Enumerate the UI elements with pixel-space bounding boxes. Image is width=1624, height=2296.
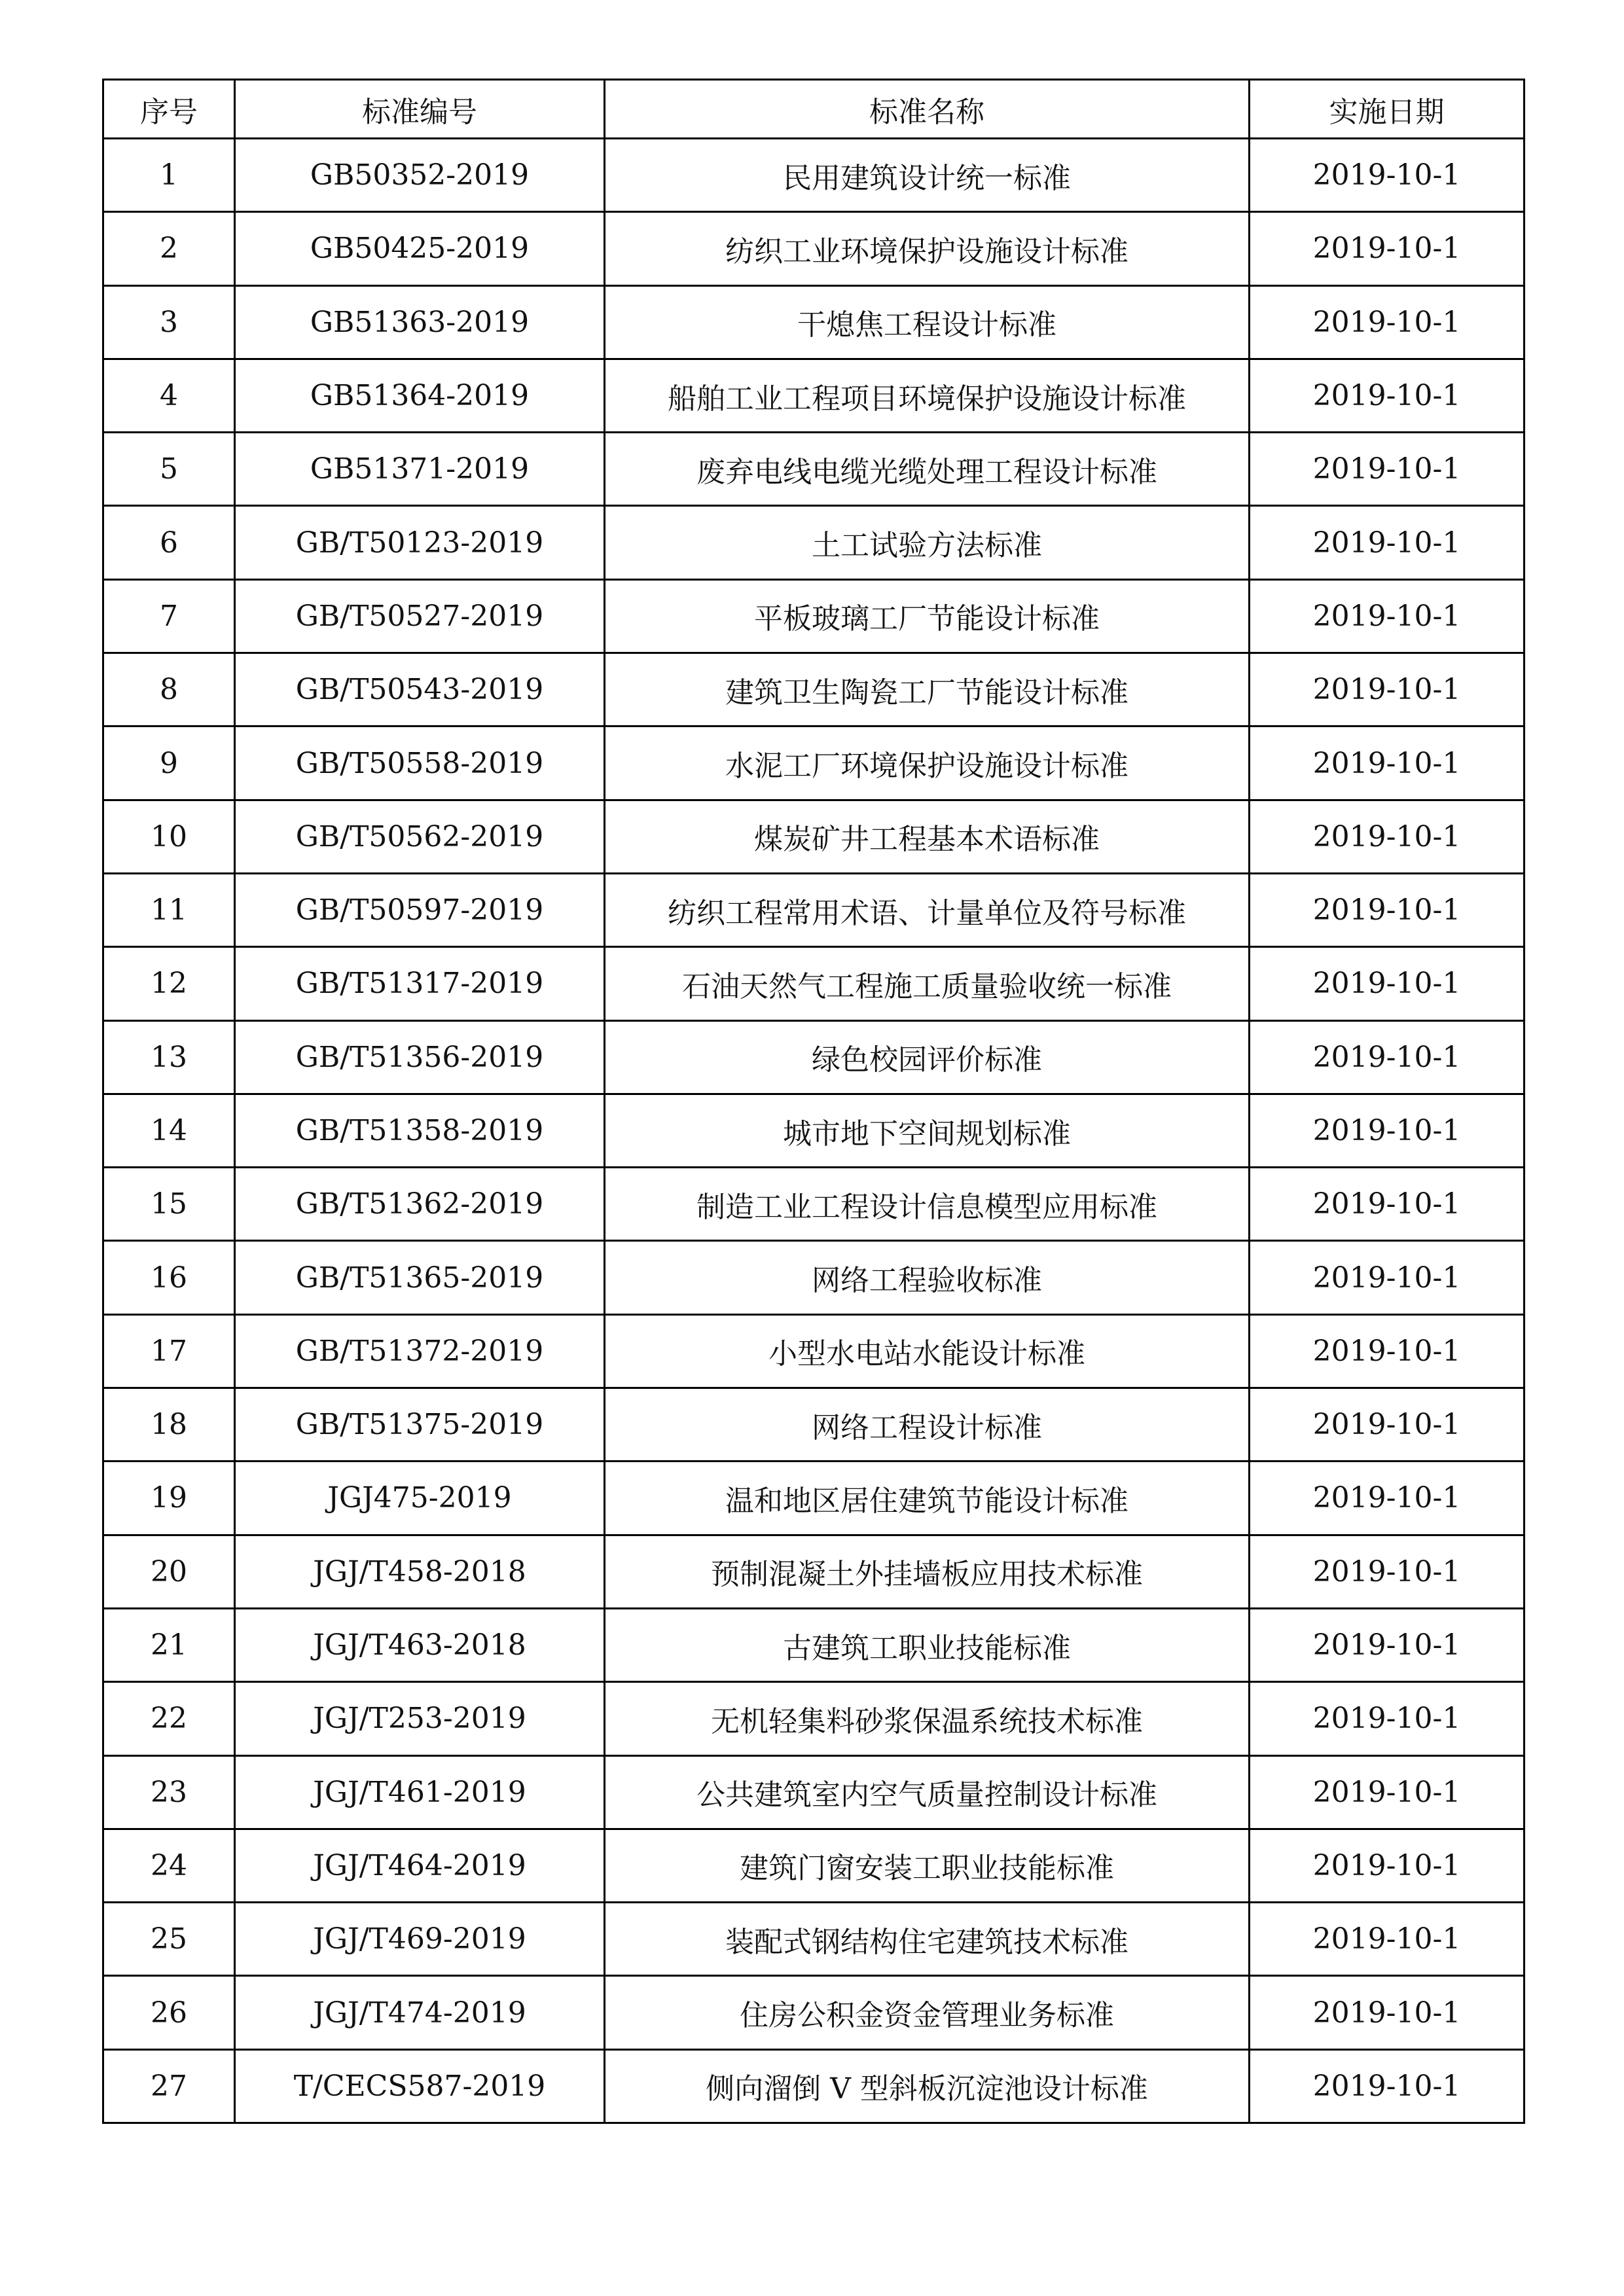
table-row: [103, 1608, 1525, 1681]
cell-seq: 26: [103, 1976, 235, 2049]
table-row: [103, 653, 1525, 726]
cell-standard-name: 网络工程设计标准: [605, 1388, 1250, 1462]
cell-seq: 9: [103, 726, 235, 800]
cell-standard-code: JGJ/T461-2019: [235, 1755, 605, 1829]
cell-standard-code: GB/T51372-2019: [235, 1314, 605, 1388]
cell-standard-name: 干熄焦工程设计标准: [605, 285, 1250, 359]
cell-effective-date: 2019-10-1: [1250, 1388, 1525, 1462]
cell-effective-date: 2019-10-1: [1250, 1241, 1525, 1314]
cell-standard-code: GB/T50597-2019: [235, 873, 605, 946]
cell-effective-date: 2019-10-1: [1250, 212, 1525, 285]
cell-seq: 2: [103, 212, 235, 285]
table-row: [103, 1241, 1525, 1314]
cell-effective-date: 2019-10-1: [1250, 139, 1525, 212]
table-row: [103, 1535, 1525, 1608]
cell-standard-code: JGJ/T463-2018: [235, 1608, 605, 1681]
cell-standard-code: T/CECS587-2019: [235, 2049, 605, 2123]
cell-effective-date: 2019-10-1: [1250, 1168, 1525, 1241]
cell-standard-code: GB/T51365-2019: [235, 1241, 605, 1314]
cell-seq: 13: [103, 1020, 235, 1094]
cell-standard-code: GB51363-2019: [235, 285, 605, 359]
cell-seq: 4: [103, 359, 235, 432]
header-row: [103, 80, 1525, 139]
cell-effective-date: 2019-10-1: [1250, 1682, 1525, 1755]
table-row: [103, 800, 1525, 873]
cell-standard-name: 侧向溜倒 V 型斜板沉淀池设计标准: [605, 2049, 1250, 2123]
cell-standard-code: GB/T51362-2019: [235, 1168, 605, 1241]
cell-seq: 3: [103, 285, 235, 359]
table-row: [103, 359, 1525, 432]
cell-standard-name: 船舶工业工程项目环境保护设施设计标准: [605, 359, 1250, 432]
table-row: [103, 1903, 1525, 1976]
cell-effective-date: 2019-10-1: [1250, 800, 1525, 873]
table-row: [103, 579, 1525, 653]
table-row: [103, 1976, 1525, 2049]
cell-effective-date: 2019-10-1: [1250, 873, 1525, 946]
header-standard-name: 标准名称: [605, 80, 1250, 139]
cell-seq: 19: [103, 1462, 235, 1535]
cell-seq: 12: [103, 947, 235, 1020]
table-header: [103, 80, 1525, 139]
cell-standard-name: 土工试验方法标准: [605, 506, 1250, 579]
cell-seq: 25: [103, 1903, 235, 1976]
cell-seq: 17: [103, 1314, 235, 1388]
table-row: [103, 726, 1525, 800]
cell-standard-name: 建筑门窗安装工职业技能标准: [605, 1829, 1250, 1902]
cell-standard-code: GB/T51317-2019: [235, 947, 605, 1020]
cell-seq: 1: [103, 139, 235, 212]
cell-standard-name: 纺织工程常用术语、计量单位及符号标准: [605, 873, 1250, 946]
cell-seq: 24: [103, 1829, 235, 1902]
cell-effective-date: 2019-10-1: [1250, 1462, 1525, 1535]
cell-seq: 15: [103, 1168, 235, 1241]
cell-standard-code: GB/T50123-2019: [235, 506, 605, 579]
cell-effective-date: 2019-10-1: [1250, 433, 1525, 506]
cell-seq: 23: [103, 1755, 235, 1829]
cell-standard-name: 平板玻璃工厂节能设计标准: [605, 579, 1250, 653]
table-row: [103, 506, 1525, 579]
cell-standard-code: JGJ/T253-2019: [235, 1682, 605, 1755]
table-row: [103, 1168, 1525, 1241]
standards-table: [102, 79, 1525, 2124]
cell-effective-date: 2019-10-1: [1250, 726, 1525, 800]
table-row: [103, 1020, 1525, 1094]
cell-standard-code: GB/T51356-2019: [235, 1020, 605, 1094]
cell-standard-name: 装配式钢结构住宅建筑技术标准: [605, 1903, 1250, 1976]
cell-seq: 10: [103, 800, 235, 873]
cell-standard-name: 纺织工业环境保护设施设计标准: [605, 212, 1250, 285]
cell-effective-date: 2019-10-1: [1250, 653, 1525, 726]
cell-standard-code: GB/T51358-2019: [235, 1094, 605, 1167]
cell-standard-name: 制造工业工程设计信息模型应用标准: [605, 1168, 1250, 1241]
cell-standard-name: 绿色校园评价标准: [605, 1020, 1250, 1094]
table-row: [103, 139, 1525, 212]
cell-seq: 21: [103, 1608, 235, 1681]
cell-seq: 11: [103, 873, 235, 946]
cell-standard-code: JGJ/T464-2019: [235, 1829, 605, 1902]
cell-standard-name: 废弃电线电缆光缆处理工程设计标准: [605, 433, 1250, 506]
table-row: [103, 2049, 1525, 2123]
header-effective-date: 实施日期: [1250, 80, 1525, 139]
cell-standard-code: JGJ475-2019: [235, 1462, 605, 1535]
cell-standard-name: 小型水电站水能设计标准: [605, 1314, 1250, 1388]
cell-seq: 27: [103, 2049, 235, 2123]
cell-seq: 7: [103, 579, 235, 653]
cell-standard-code: JGJ/T469-2019: [235, 1903, 605, 1976]
cell-standard-code: GB51364-2019: [235, 359, 605, 432]
cell-seq: 8: [103, 653, 235, 726]
cell-seq: 16: [103, 1241, 235, 1314]
cell-standard-code: GB/T50543-2019: [235, 653, 605, 726]
cell-effective-date: 2019-10-1: [1250, 359, 1525, 432]
cell-standard-name: 温和地区居住建筑节能设计标准: [605, 1462, 1250, 1535]
cell-standard-code: GB/T50562-2019: [235, 800, 605, 873]
table-body: [103, 139, 1525, 2123]
cell-standard-code: GB50425-2019: [235, 212, 605, 285]
cell-seq: 14: [103, 1094, 235, 1167]
cell-effective-date: 2019-10-1: [1250, 1903, 1525, 1976]
table-row: [103, 1829, 1525, 1902]
cell-standard-name: 预制混凝土外挂墙板应用技术标准: [605, 1535, 1250, 1608]
table-row: [103, 433, 1525, 506]
cell-seq: 5: [103, 433, 235, 506]
cell-effective-date: 2019-10-1: [1250, 1094, 1525, 1167]
cell-standard-name: 城市地下空间规划标准: [605, 1094, 1250, 1167]
table-row: [103, 212, 1525, 285]
cell-effective-date: 2019-10-1: [1250, 506, 1525, 579]
table-row: [103, 285, 1525, 359]
cell-standard-code: JGJ/T474-2019: [235, 1976, 605, 2049]
table-row: [103, 1462, 1525, 1535]
cell-effective-date: 2019-10-1: [1250, 285, 1525, 359]
table-row: [103, 1682, 1525, 1755]
cell-standard-code: GB50352-2019: [235, 139, 605, 212]
cell-effective-date: 2019-10-1: [1250, 2049, 1525, 2123]
cell-effective-date: 2019-10-1: [1250, 1608, 1525, 1681]
cell-standard-code: GB/T50558-2019: [235, 726, 605, 800]
cell-standard-name: 无机轻集料砂浆保温系统技术标准: [605, 1682, 1250, 1755]
cell-standard-name: 民用建筑设计统一标准: [605, 139, 1250, 212]
cell-standard-code: GB/T51375-2019: [235, 1388, 605, 1462]
table-row: [103, 1314, 1525, 1388]
cell-standard-code: JGJ/T458-2018: [235, 1535, 605, 1608]
cell-standard-name: 公共建筑室内空气质量控制设计标准: [605, 1755, 1250, 1829]
cell-standard-name: 网络工程验收标准: [605, 1241, 1250, 1314]
cell-effective-date: 2019-10-1: [1250, 1755, 1525, 1829]
cell-seq: 6: [103, 506, 235, 579]
cell-effective-date: 2019-10-1: [1250, 1020, 1525, 1094]
table-row: [103, 873, 1525, 946]
cell-seq: 22: [103, 1682, 235, 1755]
cell-standard-name: 水泥工厂环境保护设施设计标准: [605, 726, 1250, 800]
header-seq: 序号: [103, 80, 235, 139]
cell-effective-date: 2019-10-1: [1250, 1829, 1525, 1902]
cell-effective-date: 2019-10-1: [1250, 579, 1525, 653]
header-standard-code: 标准编号: [235, 80, 605, 139]
table-row: [103, 1094, 1525, 1167]
table-row: [103, 1755, 1525, 1829]
cell-effective-date: 2019-10-1: [1250, 947, 1525, 1020]
cell-standard-name: 住房公积金资金管理业务标准: [605, 1976, 1250, 2049]
table-row: [103, 947, 1525, 1020]
cell-standard-name: 古建筑工职业技能标准: [605, 1608, 1250, 1681]
cell-effective-date: 2019-10-1: [1250, 1976, 1525, 2049]
cell-standard-name: 建筑卫生陶瓷工厂节能设计标准: [605, 653, 1250, 726]
cell-standard-name: 煤炭矿井工程基本术语标准: [605, 800, 1250, 873]
cell-effective-date: 2019-10-1: [1250, 1535, 1525, 1608]
cell-standard-code: GB51371-2019: [235, 433, 605, 506]
cell-seq: 18: [103, 1388, 235, 1462]
table-row: [103, 1388, 1525, 1462]
cell-standard-code: GB/T50527-2019: [235, 579, 605, 653]
cell-seq: 20: [103, 1535, 235, 1608]
cell-standard-name: 石油天然气工程施工质量验收统一标准: [605, 947, 1250, 1020]
cell-effective-date: 2019-10-1: [1250, 1314, 1525, 1388]
